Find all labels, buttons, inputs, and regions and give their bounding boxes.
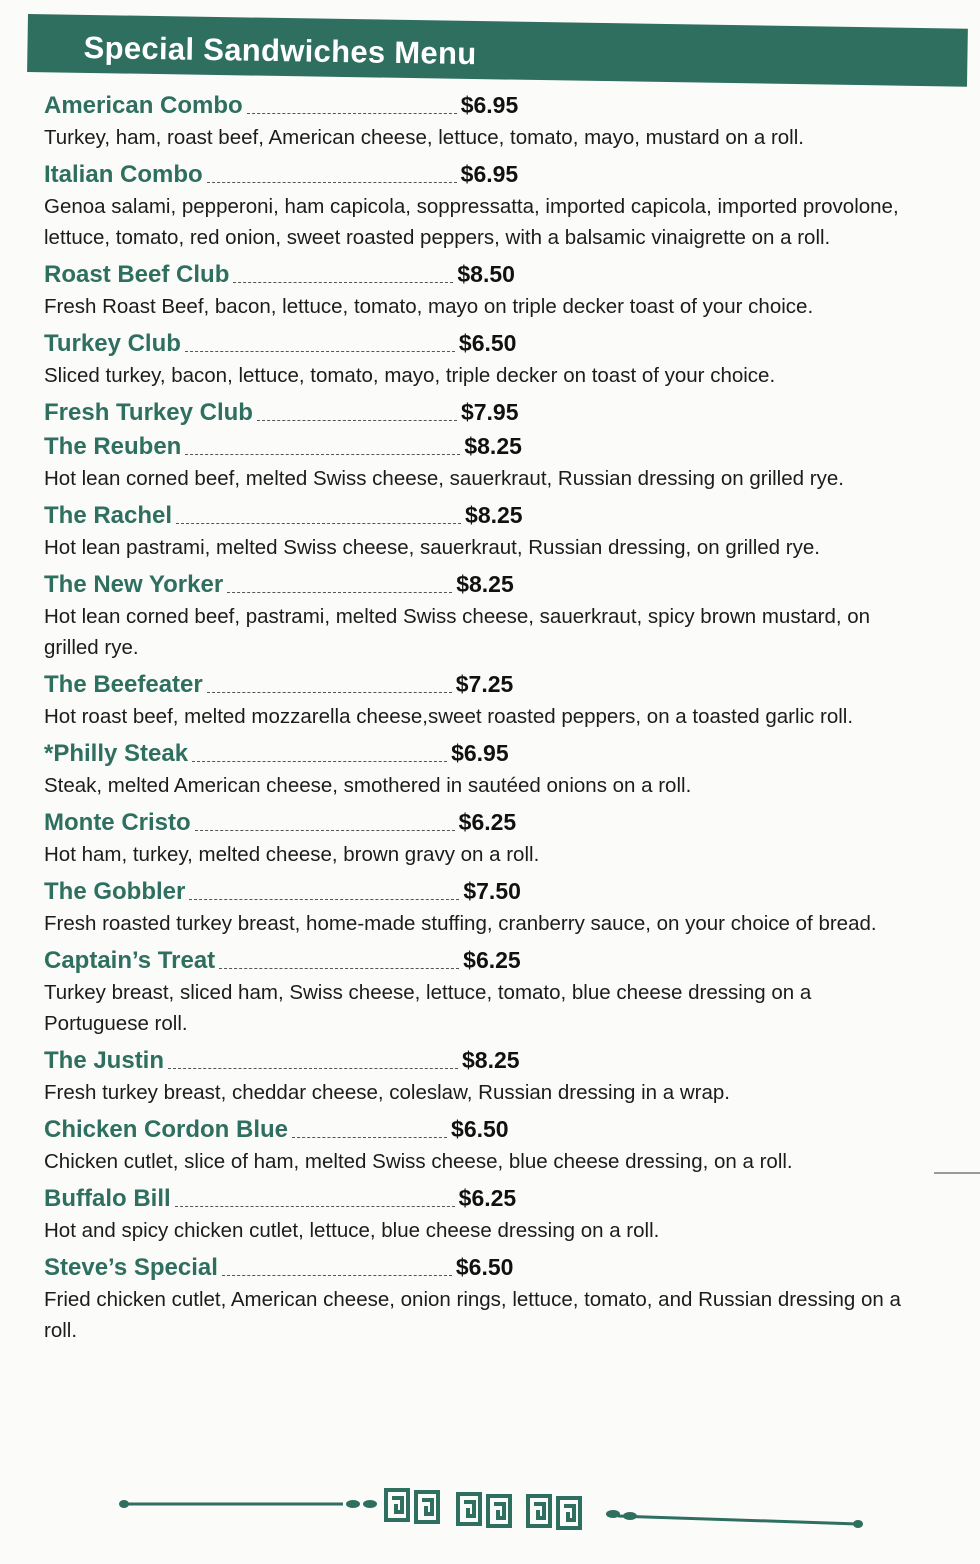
item-name: The Rachel [44,502,173,529]
dotted-leader [185,351,455,352]
item-description: Genoa salami, pepperoni, ham capicola, soppressatta, imported capicola, imported provolone, lettuce, tomato, red onion, sweet roasted peppers, with a balsamic vinaigrette on a roll. [44,195,899,249]
item-name: The Beefeater [44,671,203,698]
item-name: Turkey Club [44,330,181,357]
item-name: Steve’s Special [44,1254,218,1281]
menu-item-header [44,395,924,429]
item-description: Fresh roasted turkey breast, home-made stuffing, cranberry sauce, on your choice of bread. [44,912,877,935]
item-price: $6.25 [458,809,517,835]
menu-item-header [44,567,924,601]
menu-item-header [44,257,924,291]
dotted-leader [219,968,459,969]
menu-item [44,667,924,732]
item-name: Chicken Cordon Blue [44,1116,289,1143]
menu-item [44,498,924,563]
item-description: Turkey breast, sliced ham, Swiss cheese, lettuce, tomato, blue cheese dressing on a Portuguese roll. [44,981,812,1035]
dotted-leader [185,454,460,455]
item-description: Turkey, ham, roast beef, American cheese, lettuce, tomato, mayo, mustard on a roll. [44,126,804,149]
item-price: $7.25 [455,671,514,697]
item-price: $8.25 [464,433,522,459]
item-name: Fresh Turkey Club [44,399,253,426]
dotted-leader [233,282,453,283]
item-description: Fresh turkey breast, cheddar cheese, coleslaw, Russian dressing in a wrap. [44,1081,730,1104]
item-description: Hot roast beef, melted mozzarella cheese,sweet roasted peppers, on a toasted garlic roll. [44,705,854,728]
menu-item-header [44,1043,924,1077]
menu-item-header [44,805,924,839]
menu-item-header [44,429,924,463]
item-name: Captain’s Treat [44,947,216,974]
item-price: $6.95 [460,92,519,118]
greek-key-divider-icon [118,1484,868,1534]
item-description: Steak, melted American cheese, smothered in sautéed onions on a roll. [44,774,692,797]
item-price: $6.50 [458,330,517,356]
item-name: Monte Cristo [44,809,191,836]
item-description: Hot and spicy chicken cutlet, lettuce, blue cheese dressing on a roll. [44,1219,660,1242]
menu-item [44,1250,924,1346]
dotted-leader [192,761,447,762]
menu-item [44,395,924,429]
item-description: Hot lean pastrami, melted Swiss cheese, sauerkraut, Russian dressing, on grilled rye. [44,536,820,559]
menu-item [44,805,924,870]
menu-item [44,1112,924,1177]
item-price: $6.50 [451,1116,509,1142]
menu-item-header [44,157,924,191]
item-name: The Gobbler [44,878,186,905]
item-name: *Philly Steak [44,740,189,767]
menu-item [44,943,924,1039]
menu-item-header [44,667,924,701]
menu-item-header [44,1112,924,1146]
menu-item-header [44,326,924,360]
dotted-leader [207,692,452,693]
item-description: Hot lean corned beef, pastrami, melted Swiss cheese, sauerkraut, spicy brown mustard, on grilled rye. [44,605,871,659]
menu-item-header [44,874,924,908]
item-description: Fried chicken cutlet, American cheese, onion rings, lettuce, tomato, and Russian dressing on a roll. [44,1288,901,1342]
menu-item [44,567,924,663]
item-price: $6.95 [460,161,519,187]
menu-item [44,429,924,494]
item-price: $6.50 [455,1254,514,1280]
menu-item [44,326,924,391]
item-description: Hot lean corned beef, melted Swiss cheese, sauerkraut, Russian dressing on grilled rye. [44,467,844,490]
item-name: Italian Combo [44,161,203,188]
item-price: $8.50 [457,261,515,287]
item-description: Hot ham, turkey, melted cheese, brown gravy on a roll. [44,843,540,866]
item-name: Buffalo Bill [44,1185,171,1212]
item-price: $7.95 [460,399,519,425]
item-description: Chicken cutlet, slice of ham, melted Swiss cheese, blue cheese dressing, on a roll. [44,1150,793,1173]
menu-list [44,88,924,1350]
item-price: $8.25 [462,1047,520,1073]
menu-item-header [44,1250,924,1284]
item-description: Sliced turkey, bacon, lettuce, tomato, mayo, triple decker on toast of your choice. [44,364,776,387]
item-price: $6.25 [458,1185,517,1211]
item-description: Fresh Roast Beef, bacon, lettuce, tomato, mayo on triple decker toast of your choice. [44,295,814,318]
menu-item-header [44,736,924,770]
menu-item [44,157,924,253]
dotted-leader [207,182,457,183]
item-name: The Justin [44,1047,165,1074]
menu-item [44,736,924,801]
menu-item [44,1181,924,1246]
menu-item-header [44,1181,924,1215]
page-edge-mark [934,1172,980,1174]
item-name: American Combo [44,92,243,119]
dotted-leader [222,1275,452,1276]
page-title: Special Sandwiches Menu [83,30,477,72]
menu-item-header [44,943,924,977]
dotted-leader [168,1068,458,1069]
item-price: $6.95 [451,740,509,766]
menu-item [44,88,924,153]
dotted-leader [292,1137,447,1138]
menu-item [44,1043,924,1108]
menu-item-header [44,88,924,122]
item-price: $7.50 [463,878,521,904]
menu-item-header [44,498,924,532]
menu-item [44,874,924,939]
item-name: Roast Beef Club [44,261,230,288]
item-name: The Reuben [44,433,182,460]
dotted-leader [195,830,455,831]
dotted-leader [227,592,452,593]
dotted-leader [175,1206,455,1207]
item-name: The New Yorker [44,571,224,598]
item-price: $8.25 [465,502,523,528]
dotted-leader [176,523,461,524]
menu-item [44,257,924,322]
dotted-leader [247,113,457,114]
item-price: $8.25 [456,571,514,597]
dotted-leader [189,899,459,900]
dotted-leader [257,420,457,421]
item-price: $6.25 [463,947,521,973]
